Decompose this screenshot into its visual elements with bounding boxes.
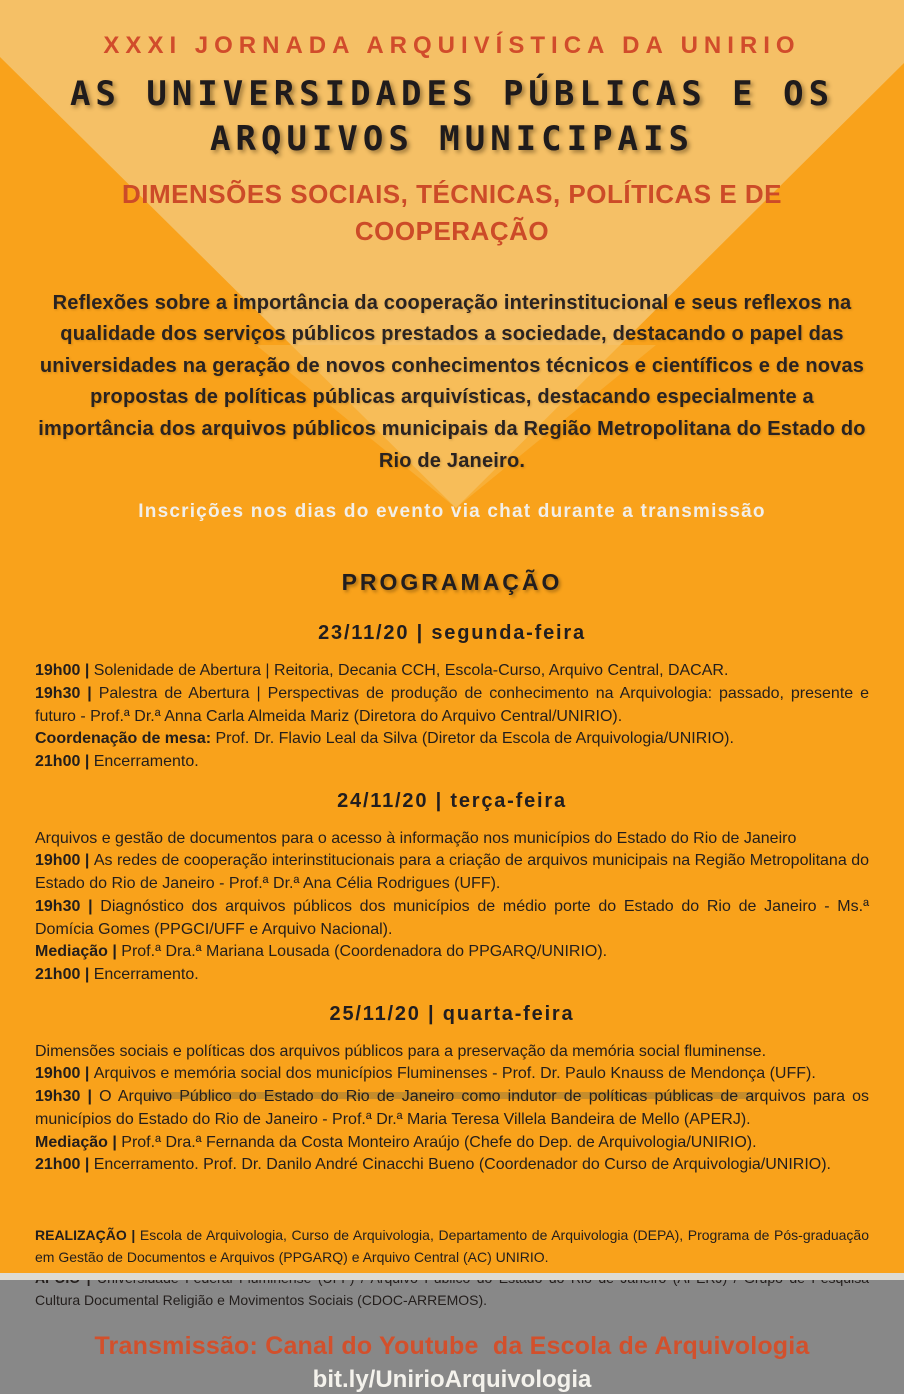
event-title [35, 72, 869, 162]
item-text: As redes de cooperação interinstitucionais para a criação de arquivos municipais na Região Metropolitana do Estado do Rio de Janeiro - Prof.ª Dr.ª Ana Célia Rodrigues (UFF). [35, 852, 870, 893]
schedule-item [35, 1154, 869, 1177]
schedule-item [35, 1086, 869, 1131]
schedule-item [35, 1132, 869, 1155]
role-label: Coordenação de mesa: [35, 730, 216, 748]
program-heading: PROGRAMAÇÃO [341, 569, 563, 596]
day1-schedule [35, 660, 869, 774]
item-text: Encerramento. [93, 753, 199, 770]
schedule-item [35, 850, 869, 895]
time-label: 21h00 | [35, 753, 94, 770]
day2-theme: Arquivos e gestão de documentos para o acesso à informação nos municípios do Estado do Rio de Janeiro [35, 829, 797, 847]
bottom-edge-strip [0, 1273, 904, 1280]
item-text: Arquivos e memória social dos municípios Fluminenses - Prof. Dr. Paulo Knauss de Mendonça (UFF). [93, 1065, 816, 1083]
transmission-link: bit.ly/UnirioArquivologia [312, 1365, 592, 1393]
day3-schedule [35, 1041, 869, 1177]
item-text: Diagnóstico dos arquivos públicos dos municípios de médio porte do Estado do Rio de Janeiro - Ms.ª Domícia Gomes (PPGCI/UFF e Arquivo Nacional). [35, 897, 870, 938]
item-text: Encerramento. [93, 966, 199, 984]
credit-text: Cultura Documental Religião e Movimentos Sociais (CDOC-ARREMOS). [35, 1292, 488, 1309]
schedule-item [35, 941, 869, 964]
schedule-item [35, 660, 869, 683]
time-label: 19h00 | [35, 852, 94, 870]
time-label: 21h00 | [35, 1156, 94, 1174]
item-text: Solenidade de Abertura | Reitoria, Decania CCH, Escola-Curso, Arquivo Central, DACAR. [93, 662, 729, 680]
credits-section [35, 1225, 869, 1312]
time-label: 19h30 | [35, 684, 99, 702]
item-text: Prof.ª Dra.ª Fernanda da Costa Monteiro Araújo (Chefe do Dep. de Arquivologia/UNIRIO). [121, 1133, 757, 1151]
day1-date-heading: 23/11/20 | segunda-feira [318, 622, 586, 645]
time-label: 19h00 | [35, 662, 94, 680]
event-subtitle: DIMENSÕES SOCIAIS, TÉCNICAS, POLÍTICAS E DE COOPERAÇÃO [121, 178, 783, 246]
item-text: Prof. Dr. Flavio Leal da Silva (Diretor da Escola de Arquivologia/UNIRIO). [215, 730, 734, 748]
time-label: 19h00 | [35, 1065, 94, 1083]
schedule-item [35, 1063, 869, 1086]
transmission-info: Transmissão: Canal do Youtube da Escola de Arquivologia [94, 1331, 810, 1360]
schedule-item [35, 964, 869, 987]
credit-label: REALIZAÇÃO | [35, 1227, 140, 1244]
schedule-item [35, 683, 869, 728]
event-title-line-1: AS UNIVERSIDADES PÚBLICAS E OS [69, 74, 835, 114]
event-description: Reflexões sobre a importância da cooperação interinstitucional e seus reflexos na qualidade dos serviços públicos prestados a sociedade, destacando o papel das universidades na geração de novos conhecimentos técnicos e científicos e de novas propostas de políticas públicas arquivísticas, destacando especialmente a importância dos arquivos públicos municipais da Região Metropolitana do Estado do Rio de Janeiro. [38, 291, 866, 472]
schedule-item [35, 896, 869, 941]
role-label: Mediação | [35, 1133, 122, 1151]
day2-date-heading: 24/11/20 | terça-feira [337, 789, 567, 812]
role-label: Mediação | [35, 943, 122, 961]
item-text: Palestra de Abertura | Perspectivas de produção de conhecimento na Arquivologia: passado, presente e futuro - Prof.ª Dr.ª Anna Carla Almeida Mariz (Diretora do Arquivo Central/UNIRIO). [35, 684, 870, 725]
time-label: 21h00 | [35, 966, 94, 984]
event-title-line-2: ARQUIVOS MUNICIPAIS [210, 118, 694, 159]
day3-date-heading: 25/11/20 | quarta-feira [329, 1002, 575, 1025]
time-label: 19h30 | [35, 897, 101, 915]
schedule-item [35, 728, 869, 751]
day2-schedule [35, 828, 869, 987]
schedule-item [35, 751, 869, 774]
time-label: 19h30 | [35, 1088, 100, 1106]
credit-text: Escola de Arquivologia, Curso de Arquivologia, Departamento de Arquivologia (DEPA), Programa de Pós-graduação em Gestão de Documentos e Arquivos (PPGARQ) e Arquivo Central (AC) UNIRIO. [35, 1227, 869, 1265]
item-text: Prof.ª Dra.ª Mariana Lousada (Coordenadora do PPGARQ/UNIRIO). [121, 943, 608, 961]
item-text: Encerramento. Prof. Dr. Danilo André Cinacchi Bueno (Coordenador do Curso de Arquivologia/UNIRIO). [93, 1156, 831, 1174]
day3-theme: Dimensões sociais e políticas dos arquivos públicos para a preservação da memória social fluminense. [35, 1042, 767, 1060]
item-text: O Arquivo Público do Estado do Rio de Janeiro como indutor de políticas públicas de arquivos para os municípios do Estado do Rio de Janeiro - Prof.ª Dr.ª Maria Teresa Villela Bandeira de Mello (APERJ). [35, 1088, 870, 1128]
registration-note: Inscrições nos dias do evento via chat durante a transmissão [138, 501, 766, 523]
credit-realizacao [35, 1225, 869, 1268]
event-edition-heading: XXXI JORNADA ARQUIVÍSTICA DA UNIRIO [103, 32, 801, 59]
